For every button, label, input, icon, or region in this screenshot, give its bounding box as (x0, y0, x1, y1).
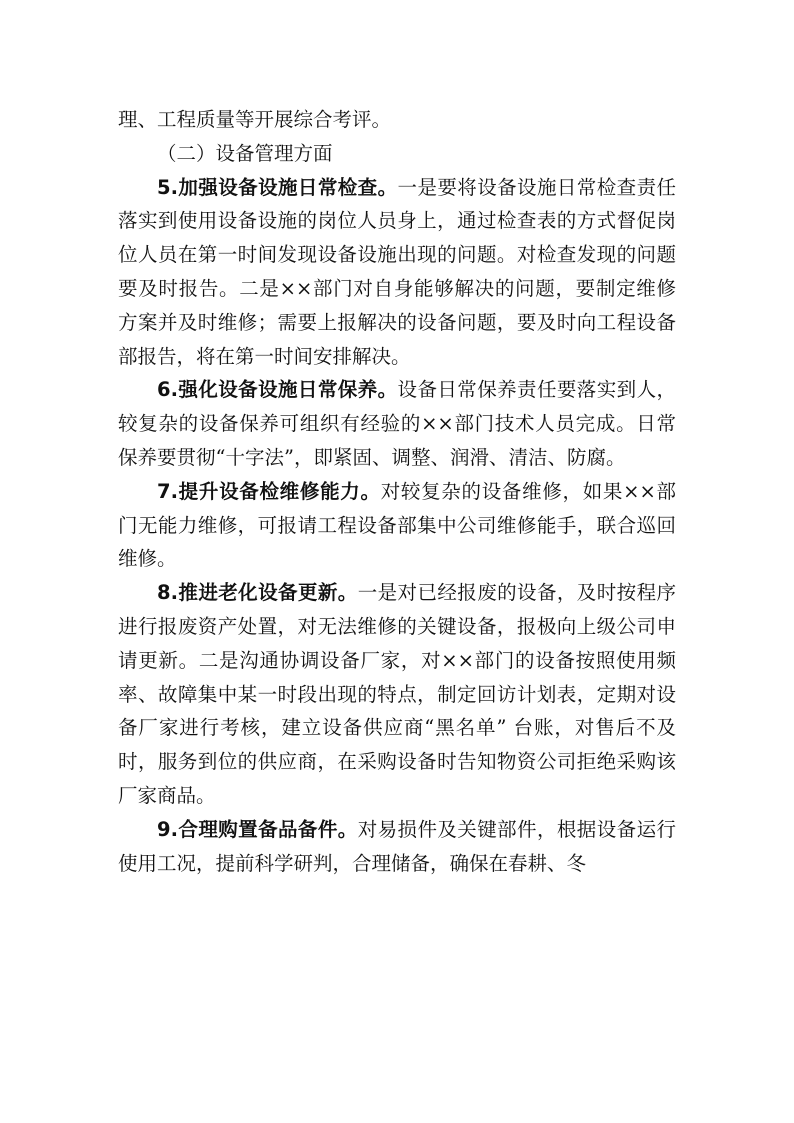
document-page (118, 103, 676, 880)
item-body-9: 对易损件及关键部件，根据设备运行使用工况，提前科学研判，合理储备，确保在春耕、冬 (118, 817, 676, 875)
item-body-6: 设备日常保养责任要落实到人，较复杂的设备保养可组织有经验的××部门技术人员完成。日常保养要贯彻“十字法”，即紧固、调整、润滑、清洁、防腐。 (118, 378, 676, 469)
item-paragraph-9 (118, 813, 676, 881)
item-paragraph-6 (118, 373, 676, 474)
item-lead-5: 5.加强设备设施日常检查。 (157, 175, 398, 199)
item-body-7: 对较复杂的设备维修，如果××部门无能力维修，可报请工程设备部集中公司维修能手，联合巡回维修。 (118, 479, 676, 571)
item-lead-7: 7.提升设备检维修能力。 (157, 479, 381, 503)
item-paragraph-7 (118, 475, 676, 576)
item-paragraph-8 (118, 576, 676, 813)
item-lead-9: 9.合理购置备品备件。 (157, 817, 358, 841)
intro-paragraph-tail: 理、工程质量等开展综合考评。 (118, 108, 392, 131)
item-body-5: 一是要将设备设施日常检查责任落实到使用设备设施的岗位人员身上，通过检查表的方式督促岗位人员在第一时间发现设备设施出现的问题。对检查发现的问题要及时报告。二是××部门对自身能够解决的问题，要制定维修方案并及时维修；需要上报解决的设备问题，要及时向工程设备部报告，将在第一时间安排解决。 (118, 175, 676, 368)
section-heading: （二）设备管理方面 (157, 141, 333, 165)
item-lead-8: 8.推进老化设备更新。 (157, 581, 358, 605)
item-paragraph-5 (118, 171, 676, 374)
item-body-8: 一是对已经报废的设备，及时按程序进行报废资产处置，对无法维修的关键设备，报极向上级公司申请更新。二是沟通协调设备厂家，对××部门的设备按照使用频率、故障集中某一时段出现的特点，制定回访计划表，定期对设备厂家进行考核，建立设备供应商“黑名单” 台账，对售后不及时，服务到位的供应商，在采购设备时告知物资公司拒绝采购该厂家商品。 (118, 581, 676, 807)
item-lead-6: 6.强化设备设施日常保养。 (157, 378, 398, 402)
